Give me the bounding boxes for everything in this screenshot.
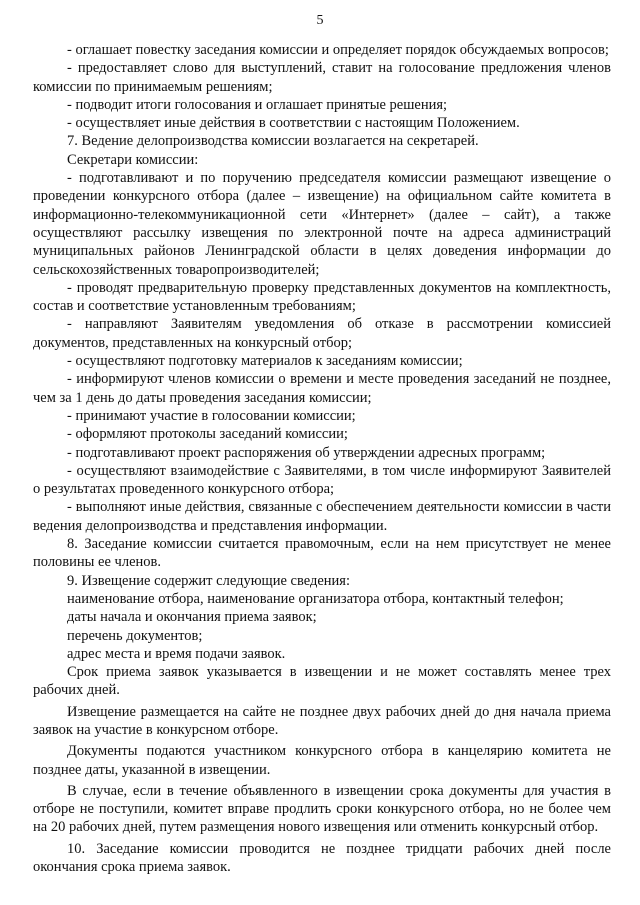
paragraph-notice-item-name: наименование отбора, наименование организатора отбора, контактный телефон; <box>67 590 564 607</box>
paragraph-secretaries-protocols: - оформляют протоколы заседаний комиссии; <box>67 426 348 443</box>
paragraph-clause-10: 10. Заседание комиссии проводится не позднее тридцати рабочих дней после окончания срока приема заявок. <box>33 840 611 876</box>
paragraph-clause-7: 7. Ведение делопроизводства комиссии возлагается на секретарей. <box>67 133 479 150</box>
paragraph-secretaries-other-actions: - выполняют иные действия, связанные с обеспечением деятельности комиссии в части ведения делопроизводства и представления информации. <box>33 499 611 534</box>
paragraph-extension-of-selection: В случае, если в течение объявленного в извещении срока документы для участия в отборе не поступили, комитет вправе продлить сроки конкурсного отбора, но не более чем на 20 рабочих дней, путем размещения нового извещения или отменить конкурсный отбор. <box>33 782 611 836</box>
paragraph-chairman-gives-floor: - предоставляет слово для выступлений, ставит на голосование предложения членов комиссии по принимаемым решениям; <box>33 60 611 95</box>
paragraph-secretaries-heading: Секретари комиссии: <box>67 151 199 168</box>
paragraph-notice-publication: Извещение размещается на сайте не позднее двух рабочих дней до дня начала приема заявок на участие в конкурсном отборе. <box>33 703 611 738</box>
paragraph-secretaries-interact-applicants: - осуществляют взаимодействие с Заявителями, в том числе информируют Заявителей о результатах проведенного конкурсного отбора; <box>33 462 611 498</box>
paragraph-application-period: Срок приема заявок указывается в извещении и не может составлять менее трех рабочих дней. <box>33 664 611 699</box>
document-body <box>33 41 611 876</box>
paragraph-documents-submission: Документы подаются участником конкурсного отбора в канцелярию комитета не позднее даты, указанной в извещении. <box>33 743 611 778</box>
paragraph-secretaries-inform-members: - информируют членов комиссии о времени и месте проведения заседаний не позднее, чем за 1 день до даты проведения заседания комиссии; <box>33 371 611 406</box>
paragraph-chairman-announces-agenda: - оглашает повестку заседания комиссии и определяет порядок обсуждаемых вопросов; <box>67 42 609 58</box>
paragraph-notice-item-documents: перечень документов; <box>67 627 203 644</box>
paragraph-secretaries-draft-order: - подготавливают проект распоряжения об утверждении адресных программ; <box>67 444 546 461</box>
paragraph-secretaries-prepare-materials: - осуществляют подготовку материалов к заседаниям комиссии; <box>67 353 463 370</box>
paragraph-secretaries-send-refusals: - направляют Заявителям уведомления об отказе в рассмотрении комиссией документов, представленных на конкурсный отбор; <box>33 316 611 351</box>
paragraph-clause-8: 8. Заседание комиссии считается правомочным, если на нем присутствует не менее половины ее членов. <box>33 536 611 571</box>
paragraph-chairman-sums-up-voting: - подводит итоги голосования и оглашает принятые решения; <box>67 96 448 113</box>
paragraph-secretaries-publish-notice: - подготавливают и по поручению председателя комиссии размещают извещение о проведении конкурсного отбора (далее – извещение) на официальном сайте комитета в информационно-телекоммуникационной сети «Интернет» (далее – сайт), а также осуществляют рассылку извещения по электронной почте на адреса администраций муниципальных районов Ленинградской области в целях доведения информации до сельскохозяйственных товаропроизводителей; <box>33 170 611 278</box>
paragraph-secretaries-vote: - принимают участие в голосовании комиссии; <box>67 407 356 424</box>
page-number: 5 <box>316 13 324 28</box>
paragraph-notice-item-address: адрес места и время подачи заявок. <box>67 645 286 662</box>
paragraph-clause-9: 9. Извещение содержит следующие сведения: <box>67 572 350 589</box>
paragraph-chairman-other-actions: - осуществляет иные действия в соответствии с настоящим Положением. <box>67 115 520 132</box>
paragraph-secretaries-preliminary-check: - проводят предварительную проверку представленных документов на комплектность, состав и соответствие установленным требованиям; <box>33 279 611 315</box>
paragraph-notice-item-dates: даты начала и окончания приема заявок; <box>67 609 317 626</box>
